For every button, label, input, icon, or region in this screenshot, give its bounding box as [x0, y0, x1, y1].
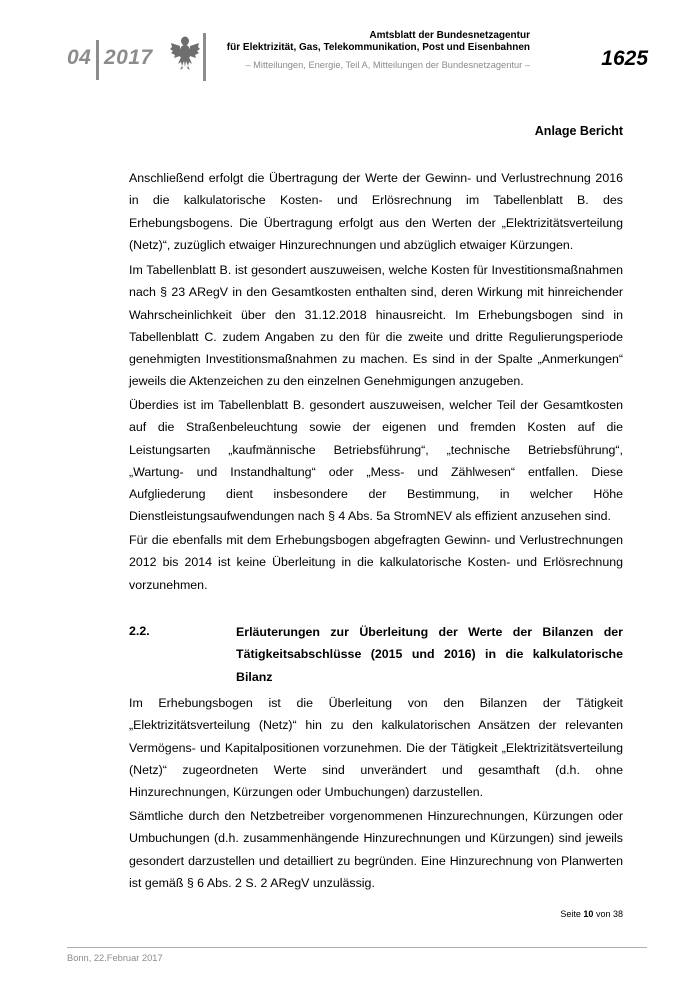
page-current: 10	[583, 909, 594, 919]
header-subtitle: für Elektrizität, Gas, Telekommunikation, Post und Eisenbahnen	[226, 42, 530, 53]
paragraph: Im Tabellenblatt B. ist gesondert auszuweisen, welche Kosten für Investitionsmaßnahmen nach § 23 ARegV in den Gesamtkosten enthalten sind, deren Wirkung mit hinreichender Wahrscheinlichkeit über den 31.12.2018 hinausreicht. Im Erhebungsbogen sind in Tabellenblatt C. zudem Angaben zu den für die zweite und dritte Regulierungsperiode genehmigten Investitionsmaßnahmen zu machen. Es sind in der Spalte „Anmerkungen“ jeweils die Aktenzeichen zu den einzelnen Genehmigungen anzugeben.	[129, 263, 623, 389]
section-title: Erläuterungen zur Überleitung der Werte der Bilanzen der Tätigkeitsabschlüsse (2015 und 2016) in die kalkulatorische Bilanz	[236, 625, 623, 684]
attachment-label: Anlage Bericht	[534, 124, 623, 138]
page-prefix: Seite	[560, 909, 581, 919]
paragraph: Anschließend erfolgt die Übertragung der Werte der Gewinn- und Verlustrechnung 2016 in die kalkulatorische Kosten- und Erlösrechnung im Tabellenblatt B. des Erhebungsbogens. Die Übertragung erfolgt aus den Werten der „Elektrizitätsverteilung (Netz)“, zuzüglich etwaiger Hinzurechnungen und abzüglich etwaiger Kürzungen.	[129, 171, 623, 252]
page-number: 1625	[601, 47, 648, 70]
footer-divider	[67, 947, 647, 948]
page-mid: von	[595, 909, 611, 919]
page-counter	[480, 909, 623, 919]
paragraph: Für die ebenfalls mit dem Erhebungsbogen abgefragten Gewinn- und Verlustrechnungen 2012 bis 2014 ist keine Überleitung in die kalkulatorische Kosten- und Erlösrechnung vorzunehmen.	[129, 533, 623, 592]
footer-date: Bonn, 22.Februar 2017	[67, 953, 163, 963]
header-title: Amtsblatt der Bundesnetzagentur	[369, 30, 530, 41]
header-divider	[203, 33, 206, 81]
federal-eagle-icon	[170, 33, 200, 71]
paragraph: Im Erhebungsbogen ist die Überleitung von den Bilanzen der Tätigkeit „Elektrizitätsverteilung (Netz)“ hin zu den kalkulatorischen Ansätzen der relevanten Vermögens- und Kapitalpositionen vorzunehmen. Die der Tätigkeit „Elektrizitätsverteilung (Netz)“ zugeordneten Werte sind unverändert und gesamthaft (d.h. ohne Hinzurechnungen, Kürzungen oder Umbuchungen) darzustellen.	[129, 696, 623, 800]
header-divider	[96, 40, 99, 80]
section-number: 2.2.	[129, 624, 150, 638]
header-section: – Mitteilungen, Energie, Teil A, Mitteilungen der Bundesnetzagentur –	[245, 60, 530, 70]
paragraph: Überdies ist im Tabellenblatt B. gesondert auszuweisen, welcher Teil der Gesamtkosten auf die Straßenbeleuchtung sowie der eigenen und fremden Kosten auf die Leistungsarten „kaufmännische Betriebsführung“, „technische Betriebsführung“, „Wartung- und Instandhaltung“ oder „Mess- und Zählwesen“ entfallen. Diese Aufgliederung dient insbesondere der Bestimmung, in welcher Höhe Dienstleistungsaufwendungen nach § 4 Abs. 5a StromNEV als effizient anzusehen sind.	[129, 398, 623, 524]
issue-year: 2017	[104, 46, 153, 69]
paragraph: Sämtliche durch den Netzbetreiber vorgenommenen Hinzurechnungen, Kürzungen oder Umbuchungen (d.h. zusammenhängende Hinzurechnungen und Kürzungen) sind jeweils gesondert darzustellen und detailliert zu begründen. Eine Hinzurechnung von Planwerten ist gemäß § 6 Abs. 2 S. 2 ARegV unzulässig.	[129, 809, 623, 890]
issue-number: 04	[67, 46, 92, 69]
page-total: 38	[612, 909, 623, 919]
